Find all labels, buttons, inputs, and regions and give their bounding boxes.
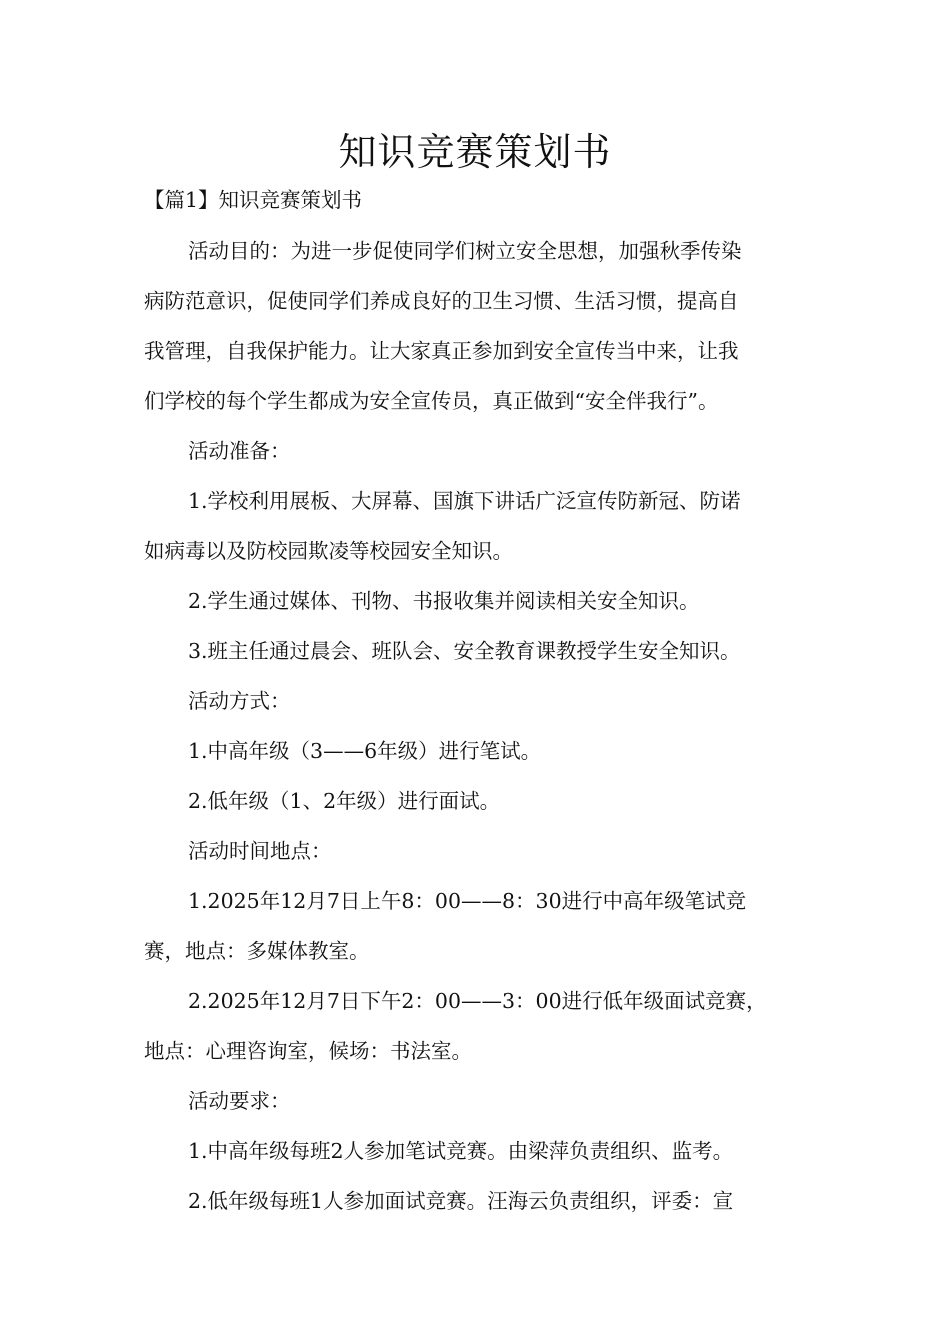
list-item: 3.班主任通过晨会、班队会、安全教育课教授学生安全知识。 <box>188 639 741 663</box>
section-heading: 【篇1】知识竞赛策划书 <box>144 188 363 212</box>
list-item: 2.低年级每班1人参加面试竞赛。汪海云负责组织，评委：宣 <box>188 1189 734 1213</box>
list-item: 1.2025年12月7日上午8：00——8：30进行中高年级笔试竞 <box>188 889 747 913</box>
list-item: 2.学生通过媒体、刊物、书报收集并阅读相关安全知识。 <box>188 589 700 613</box>
list-item-continuation: 地点：心理咨询室，候场：书法室。 <box>144 1039 472 1063</box>
section-label: 活动要求： <box>188 1089 291 1113</box>
paragraph-line: 我管理，自我保护能力。让大家真正参加到安全宣传当中来，让我 <box>144 339 739 363</box>
list-item-continuation: 如病毒以及防校园欺凌等校园安全知识。 <box>144 539 513 563</box>
list-item: 1.中高年级每班2人参加笔试竞赛。由梁萍负责组织、监考。 <box>188 1139 734 1163</box>
list-item-continuation: 赛，地点：多媒体教室。 <box>144 939 370 963</box>
paragraph-line: 病防范意识，促使同学们养成良好的卫生习惯、生活习惯，提高自 <box>144 289 739 313</box>
list-item: 2.低年级（1、2年级）进行面试。 <box>188 789 501 813</box>
section-label: 活动方式： <box>188 689 291 713</box>
list-item: 1.中高年级（3——6年级）进行笔试。 <box>188 739 542 763</box>
paragraph-line: 活动目的：为进一步促使同学们树立安全思想，加强秋季传染 <box>188 239 742 263</box>
list-item: 2.2025年12月7日下午2：00——3：00进行低年级面试竞赛， <box>188 989 767 1013</box>
paragraph-line: 们学校的每个学生都成为安全宣传员，真正做到“安全伴我行”。 <box>144 389 719 413</box>
page-title: 知识竞赛策划书 <box>338 130 612 174</box>
section-label: 活动准备： <box>188 439 291 463</box>
section-label: 活动时间地点： <box>188 839 332 863</box>
list-item: 1.学校利用展板、大屏幕、国旗下讲话广泛宣传防新冠、防诺 <box>188 489 741 513</box>
